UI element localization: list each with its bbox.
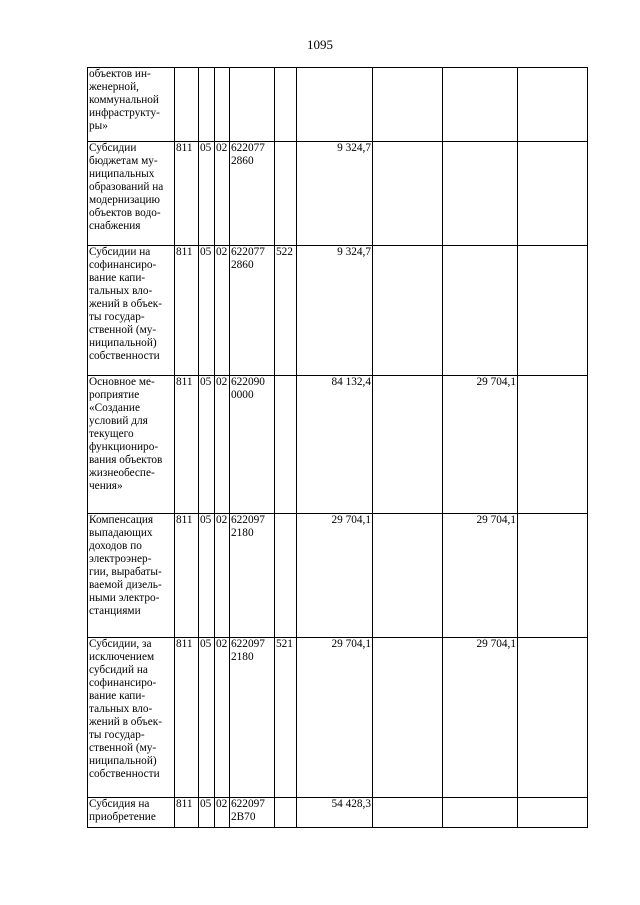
row-description-text: Субсидии на софинансиро- вание капи- тальных вло- жений в объек- ты государ- ственной (му- ниципальной) собственности bbox=[89, 246, 163, 362]
amount-cell-4 bbox=[518, 68, 588, 142]
subsection-code-text: 02 bbox=[216, 246, 228, 258]
subsection-code-text: 02 bbox=[216, 638, 228, 650]
row-description-text: объектов ин- женерной, коммунальной инфраструкту- ры» bbox=[89, 68, 160, 132]
target-article-code bbox=[230, 798, 275, 828]
subsection-code bbox=[215, 514, 230, 638]
row-description bbox=[88, 376, 175, 514]
table-row bbox=[88, 246, 588, 376]
section-code bbox=[199, 514, 215, 638]
ministry-code-text: 811 bbox=[176, 798, 193, 810]
ministry-code bbox=[175, 246, 199, 376]
amount-cell-3-text: 29 704,1 bbox=[476, 638, 516, 650]
subsection-code bbox=[215, 638, 230, 798]
amount-cell-2 bbox=[373, 638, 443, 798]
subsection-code-text: 02 bbox=[216, 142, 228, 154]
row-description bbox=[88, 798, 175, 828]
amount-cell-1-text: 29 704,1 bbox=[331, 514, 371, 526]
amount-cell-2 bbox=[373, 142, 443, 246]
target-article-code bbox=[230, 376, 275, 514]
ministry-code bbox=[175, 68, 199, 142]
ministry-code-text: 811 bbox=[176, 376, 193, 388]
target-article-code-text: 622077 2860 bbox=[231, 142, 265, 167]
amount-cell-4 bbox=[518, 798, 588, 828]
budget-table bbox=[87, 67, 588, 828]
amount-cell-4 bbox=[518, 376, 588, 514]
section-code bbox=[199, 798, 215, 828]
amount-cell-1-text: 9 324,7 bbox=[337, 246, 371, 258]
expense-type-code bbox=[275, 798, 297, 828]
subsection-code bbox=[215, 142, 230, 246]
section-code-text: 05 bbox=[200, 798, 212, 810]
target-article-code-text: 622090 0000 bbox=[231, 376, 265, 401]
table-body bbox=[88, 68, 588, 828]
amount-cell-1 bbox=[297, 514, 373, 638]
ministry-code-text: 811 bbox=[176, 142, 193, 154]
row-description bbox=[88, 68, 175, 142]
expense-type-code bbox=[275, 514, 297, 638]
target-article-code bbox=[230, 246, 275, 376]
amount-cell-1-text: 9 324,7 bbox=[337, 142, 371, 154]
target-article-code-text: 622097 2180 bbox=[231, 638, 265, 663]
ministry-code-text: 811 bbox=[176, 514, 193, 526]
amount-cell-3 bbox=[443, 376, 518, 514]
expense-type-code-text: 522 bbox=[276, 246, 293, 258]
table-row bbox=[88, 514, 588, 638]
amount-cell-1 bbox=[297, 68, 373, 142]
amount-cell-2 bbox=[373, 514, 443, 638]
amount-cell-4 bbox=[518, 638, 588, 798]
row-description bbox=[88, 514, 175, 638]
ministry-code bbox=[175, 376, 199, 514]
ministry-code bbox=[175, 514, 199, 638]
amount-cell-4 bbox=[518, 246, 588, 376]
row-description bbox=[88, 142, 175, 246]
section-code-text: 05 bbox=[200, 376, 212, 388]
ministry-code-text: 811 bbox=[176, 246, 193, 258]
ministry-code bbox=[175, 638, 199, 798]
subsection-code-text: 02 bbox=[216, 514, 228, 526]
target-article-code bbox=[230, 68, 275, 142]
subsection-code bbox=[215, 376, 230, 514]
amount-cell-1 bbox=[297, 246, 373, 376]
expense-type-code bbox=[275, 638, 297, 798]
subsection-code bbox=[215, 246, 230, 376]
section-code bbox=[199, 638, 215, 798]
table-row bbox=[88, 68, 588, 142]
target-article-code bbox=[230, 142, 275, 246]
section-code bbox=[199, 246, 215, 376]
section-code-text: 05 bbox=[200, 638, 212, 650]
amount-cell-3-text: 29 704,1 bbox=[476, 514, 516, 526]
row-description bbox=[88, 638, 175, 798]
target-article-code bbox=[230, 514, 275, 638]
section-code bbox=[199, 68, 215, 142]
amount-cell-2 bbox=[373, 376, 443, 514]
amount-cell-3 bbox=[443, 798, 518, 828]
expense-type-code bbox=[275, 142, 297, 246]
amount-cell-3 bbox=[443, 246, 518, 376]
section-code-text: 05 bbox=[200, 246, 212, 258]
target-article-code bbox=[230, 638, 275, 798]
amount-cell-1 bbox=[297, 638, 373, 798]
amount-cell-1 bbox=[297, 798, 373, 828]
section-code-text: 05 bbox=[200, 142, 212, 154]
section-code bbox=[199, 376, 215, 514]
amount-cell-3 bbox=[443, 514, 518, 638]
amount-cell-4 bbox=[518, 142, 588, 246]
amount-cell-1-text: 84 132,4 bbox=[331, 376, 371, 388]
amount-cell-3 bbox=[443, 638, 518, 798]
amount-cell-3-text: 29 704,1 bbox=[476, 376, 516, 388]
ministry-code bbox=[175, 142, 199, 246]
table-row bbox=[88, 142, 588, 246]
section-code-text: 05 bbox=[200, 514, 212, 526]
row-description-text: Субсидия на приобретение bbox=[89, 798, 156, 823]
ministry-code bbox=[175, 798, 199, 828]
table-row bbox=[88, 638, 588, 798]
amount-cell-3 bbox=[443, 142, 518, 246]
ministry-code-text: 811 bbox=[176, 638, 193, 650]
amount-cell-1-text: 29 704,1 bbox=[331, 638, 371, 650]
row-description-text: Субсидии, за исключением субсидий на софинансиро- вание капи- тальных вло- жений в объек- ты государ- ственной (му- ниципальной) собственности bbox=[89, 638, 163, 780]
table-row bbox=[88, 376, 588, 514]
amount-cell-3 bbox=[443, 68, 518, 142]
amount-cell-1-text: 54 428,3 bbox=[331, 798, 371, 810]
amount-cell-2 bbox=[373, 68, 443, 142]
row-description-text: Основное ме- роприятие «Создание условий для текущего функциониро- вания объектов жизнеобеспе- чения» bbox=[89, 376, 163, 492]
row-description bbox=[88, 246, 175, 376]
subsection-code bbox=[215, 68, 230, 142]
expense-type-code bbox=[275, 376, 297, 514]
target-article-code-text: 622097 2В70 bbox=[231, 798, 265, 823]
target-article-code-text: 622097 2180 bbox=[231, 514, 265, 539]
amount-cell-1 bbox=[297, 376, 373, 514]
amount-cell-2 bbox=[373, 246, 443, 376]
row-description-text: Компенсация выпадающих доходов по электроэнер- гии, вырабаты- ваемой дизель- ными электро- станциями bbox=[89, 514, 162, 617]
subsection-code-text: 02 bbox=[216, 376, 228, 388]
target-article-code-text: 622077 2860 bbox=[231, 246, 265, 271]
subsection-code-text: 02 bbox=[216, 798, 228, 810]
amount-cell-4 bbox=[518, 514, 588, 638]
subsection-code bbox=[215, 798, 230, 828]
row-description-text: Субсидии бюджетам му- ниципальных образований на модернизацию объектов водо- снабжения bbox=[89, 142, 164, 232]
table-row bbox=[88, 798, 588, 828]
page-number: 1095 bbox=[307, 37, 333, 52]
section-code bbox=[199, 142, 215, 246]
expense-type-code bbox=[275, 246, 297, 376]
amount-cell-1 bbox=[297, 142, 373, 246]
expense-type-code bbox=[275, 68, 297, 142]
amount-cell-2 bbox=[373, 798, 443, 828]
expense-type-code-text: 521 bbox=[276, 638, 293, 650]
